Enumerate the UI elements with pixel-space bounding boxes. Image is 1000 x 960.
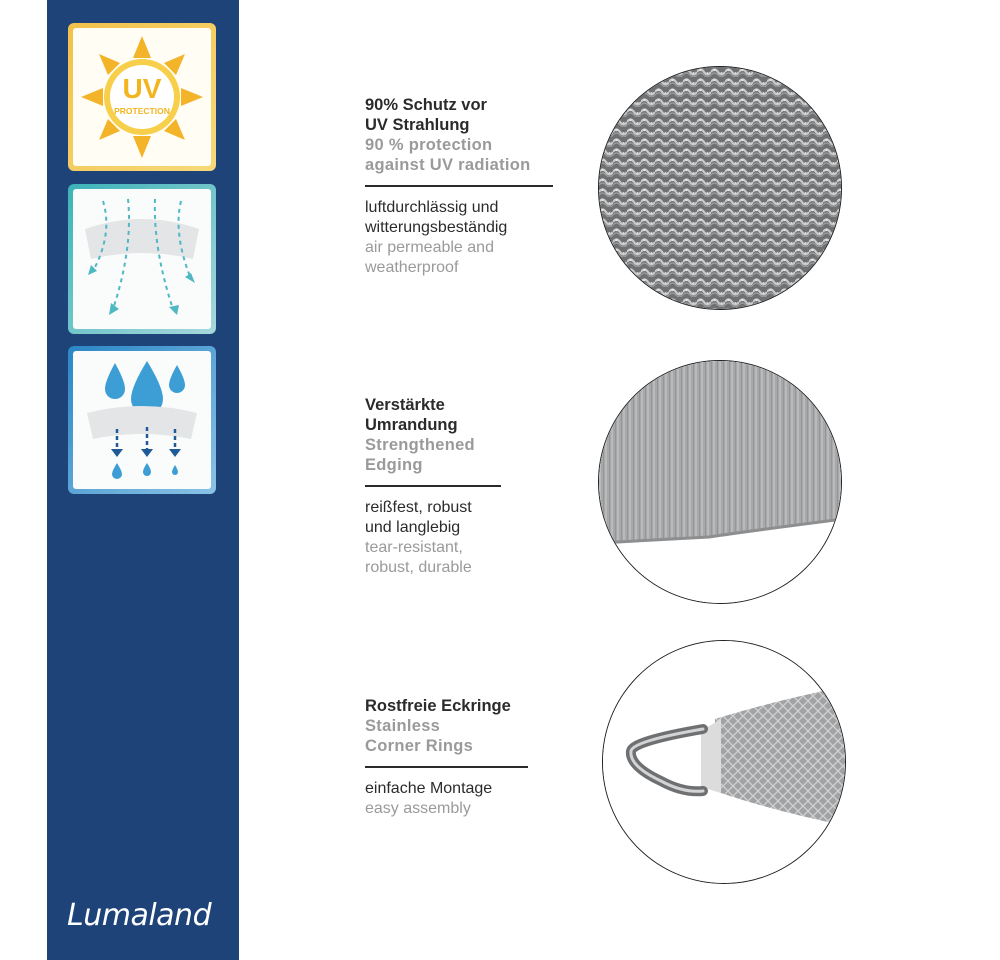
feature-desc-en [365, 238, 565, 278]
heading-line: UV Strahlung [365, 116, 470, 134]
heading-line: Umrandung [365, 416, 458, 434]
divider [365, 766, 528, 768]
stainless-corner-ring-closeup [602, 640, 846, 884]
desc-line: tear-resistant, [365, 539, 463, 556]
desc-line: und langlebig [365, 519, 461, 536]
air-permeable-badge [68, 184, 216, 334]
heading-line: 90% Schutz vor [365, 96, 487, 114]
desc-line: einfache Montage [365, 780, 493, 797]
uv-protection-badge [68, 23, 216, 171]
feature-strengthened-edging [365, 395, 565, 578]
feature-heading-de [365, 696, 565, 716]
feature-heading-en [365, 135, 565, 175]
feature-heading-en [365, 716, 565, 756]
protection-label: PROTECTION [114, 106, 170, 116]
heading-line: Rostfreie Eckringe [365, 697, 511, 715]
heading-line: Edging [365, 456, 423, 474]
feature-desc-en [365, 538, 565, 578]
heading-line: Stainless [365, 717, 441, 735]
desc-line: robust, durable [365, 559, 472, 576]
divider [365, 185, 553, 187]
uv-label: UV [122, 73, 162, 104]
desc-line: witterungsbeständig [365, 219, 508, 236]
desc-line: weatherproof [365, 259, 459, 276]
feature-uv-protection [365, 95, 565, 278]
heading-line: against UV radiation [365, 156, 531, 174]
fabric-mesh-closeup [598, 66, 842, 310]
feature-stainless-rings [365, 696, 565, 819]
water-permeable-badge [68, 346, 216, 494]
brand-logo: Lumaland [67, 898, 212, 933]
heading-line: Verstärkte [365, 396, 445, 414]
desc-line: easy assembly [365, 800, 471, 817]
feature-desc-de [365, 498, 565, 538]
heading-line: Corner Rings [365, 737, 474, 755]
feature-desc-de [365, 198, 565, 238]
divider [365, 485, 501, 487]
feature-heading-de [365, 95, 565, 135]
feature-desc-en [365, 799, 565, 819]
heading-line: Strengthened [365, 436, 475, 454]
sidebar [47, 0, 239, 960]
feature-heading-en [365, 435, 565, 475]
raindrop-icon [73, 351, 211, 489]
desc-line: air permeable and [365, 239, 494, 256]
desc-line: reißfest, robust [365, 499, 472, 516]
feature-desc-de [365, 779, 565, 799]
feature-heading-de [365, 395, 565, 435]
reinforced-edge-closeup [598, 360, 842, 604]
sun-icon [73, 28, 211, 166]
airflow-icon [73, 189, 211, 329]
heading-line: 90 % protection [365, 136, 493, 154]
desc-line: luftdurchlässig und [365, 199, 499, 216]
